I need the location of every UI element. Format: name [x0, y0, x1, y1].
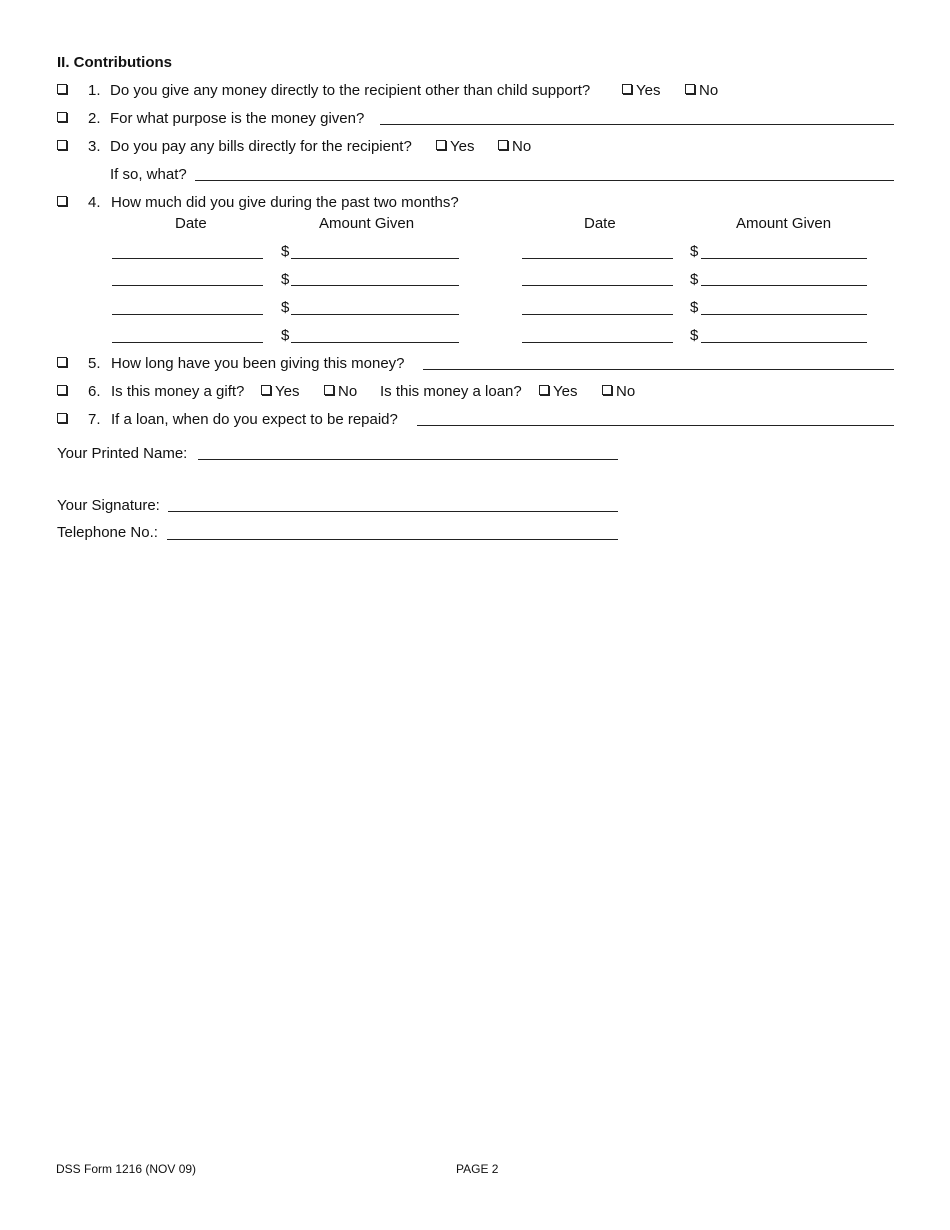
q6-loan-yes-checkbox[interactable] — [539, 385, 549, 395]
q4-row3-currency1: $ — [281, 299, 290, 316]
q4-col-amount-1: Amount Given — [319, 215, 415, 232]
q6-gift-no-checkbox[interactable] — [324, 385, 334, 395]
q4-row2-currency1: $ — [281, 271, 290, 288]
q4-row4-amount1[interactable] — [291, 342, 459, 343]
signature-label: Your Signature: — [57, 497, 160, 514]
q2-number: 2. — [88, 110, 101, 127]
q3-text: Do you pay any bills directly for the recipient? — [110, 138, 412, 155]
q4-row3-amount2[interactable] — [701, 314, 867, 315]
q7-number: 7. — [88, 411, 101, 428]
printed-name-label: Your Printed Name: — [57, 445, 188, 462]
q1-checkbox[interactable] — [57, 82, 67, 100]
q3-yes-checkbox[interactable] — [436, 140, 446, 150]
q4-row1-date1[interactable] — [112, 258, 263, 259]
q4-col-date-1: Date — [175, 215, 207, 232]
q4-row2-date2[interactable] — [522, 285, 673, 286]
q5-number: 5. — [88, 355, 101, 372]
q4-row2-amount2[interactable] — [701, 285, 867, 286]
q4-row1-date2[interactable] — [522, 258, 673, 259]
q6-loan-yes-label: Yes — [553, 383, 578, 400]
q3-checkbox[interactable] — [57, 138, 67, 156]
q3-no-option[interactable] — [498, 138, 531, 156]
q2-checkbox[interactable] — [57, 110, 67, 128]
q6-gift-yes-option[interactable] — [261, 383, 299, 401]
q4-col-date-2: Date — [584, 215, 616, 232]
q1-yes-checkbox[interactable] — [622, 84, 632, 94]
q4-row3-amount1[interactable] — [291, 314, 459, 315]
q7-answer-line[interactable] — [417, 425, 894, 426]
signature-line[interactable] — [168, 511, 618, 512]
q4-row4-amount2[interactable] — [701, 342, 867, 343]
q1-no-checkbox[interactable] — [685, 84, 695, 94]
q1-no-option[interactable] — [685, 82, 718, 100]
q5-checkbox[interactable] — [57, 355, 67, 373]
printed-name-line[interactable] — [198, 459, 618, 460]
q3-yes-option[interactable] — [436, 138, 474, 156]
q5-text: How long have you been giving this money? — [111, 355, 405, 372]
q3-followup-label: If so, what? — [110, 166, 187, 183]
q4-row4-date1[interactable] — [112, 342, 263, 343]
telephone-label: Telephone No.: — [57, 524, 158, 541]
q1-number: 1. — [88, 82, 101, 99]
q1-yes-label: Yes — [636, 82, 661, 99]
q4-row3-date1[interactable] — [112, 314, 263, 315]
q1-yes-option[interactable] — [622, 82, 660, 100]
q7-checkbox[interactable] — [57, 411, 67, 429]
q2-answer-line[interactable] — [380, 124, 894, 125]
q4-row4-currency1: $ — [281, 327, 290, 344]
footer-form-id: DSS Form 1216 (NOV 09) — [56, 1162, 197, 1176]
q6-gift-yes-label: Yes — [275, 383, 300, 400]
q4-row4-currency2: $ — [690, 327, 699, 344]
q4-text: How much did you give during the past two months? — [111, 194, 459, 211]
q6-gift-text: Is this money a gift? — [111, 383, 245, 400]
q4-row1-currency1: $ — [281, 243, 290, 260]
q6-loan-no-checkbox[interactable] — [602, 385, 612, 395]
q3-no-label: No — [512, 138, 532, 155]
telephone-line[interactable] — [167, 539, 618, 540]
q6-loan-yes-option[interactable] — [539, 383, 577, 401]
q3-yes-label: Yes — [450, 138, 475, 155]
q4-row4-date2[interactable] — [522, 342, 673, 343]
q1-no-label: No — [699, 82, 719, 99]
q4-row2-amount1[interactable] — [291, 285, 459, 286]
q3-followup-line[interactable] — [195, 180, 894, 181]
q6-loan-text: Is this money a loan? — [380, 383, 522, 400]
q6-loan-no-option[interactable] — [602, 383, 635, 401]
q6-checkbox[interactable] — [57, 383, 67, 401]
q4-row3-currency2: $ — [690, 299, 699, 316]
q2-text: For what purpose is the money given? — [110, 110, 365, 127]
q4-row2-currency2: $ — [690, 271, 699, 288]
q7-text: If a loan, when do you expect to be repaid? — [111, 411, 398, 428]
q6-loan-no-label: No — [616, 383, 636, 400]
q6-gift-no-option[interactable] — [324, 383, 357, 401]
q3-number: 3. — [88, 138, 101, 155]
q4-checkbox[interactable] — [57, 194, 67, 212]
q4-row1-currency2: $ — [690, 243, 699, 260]
q6-gift-no-label: No — [338, 383, 358, 400]
q4-row3-date2[interactable] — [522, 314, 673, 315]
q4-row2-date1[interactable] — [112, 285, 263, 286]
q4-number: 4. — [88, 194, 101, 211]
q3-no-checkbox[interactable] — [498, 140, 508, 150]
section-title: II. Contributions — [57, 54, 172, 71]
q4-row1-amount2[interactable] — [701, 258, 867, 259]
q4-col-amount-2: Amount Given — [736, 215, 832, 232]
q1-text: Do you give any money directly to the recipient other than child support? — [110, 82, 591, 99]
q6-gift-yes-checkbox[interactable] — [261, 385, 271, 395]
q5-answer-line[interactable] — [423, 369, 894, 370]
q6-number: 6. — [88, 383, 101, 400]
footer-page-number: PAGE 2 — [456, 1162, 499, 1176]
q4-row1-amount1[interactable] — [291, 258, 459, 259]
